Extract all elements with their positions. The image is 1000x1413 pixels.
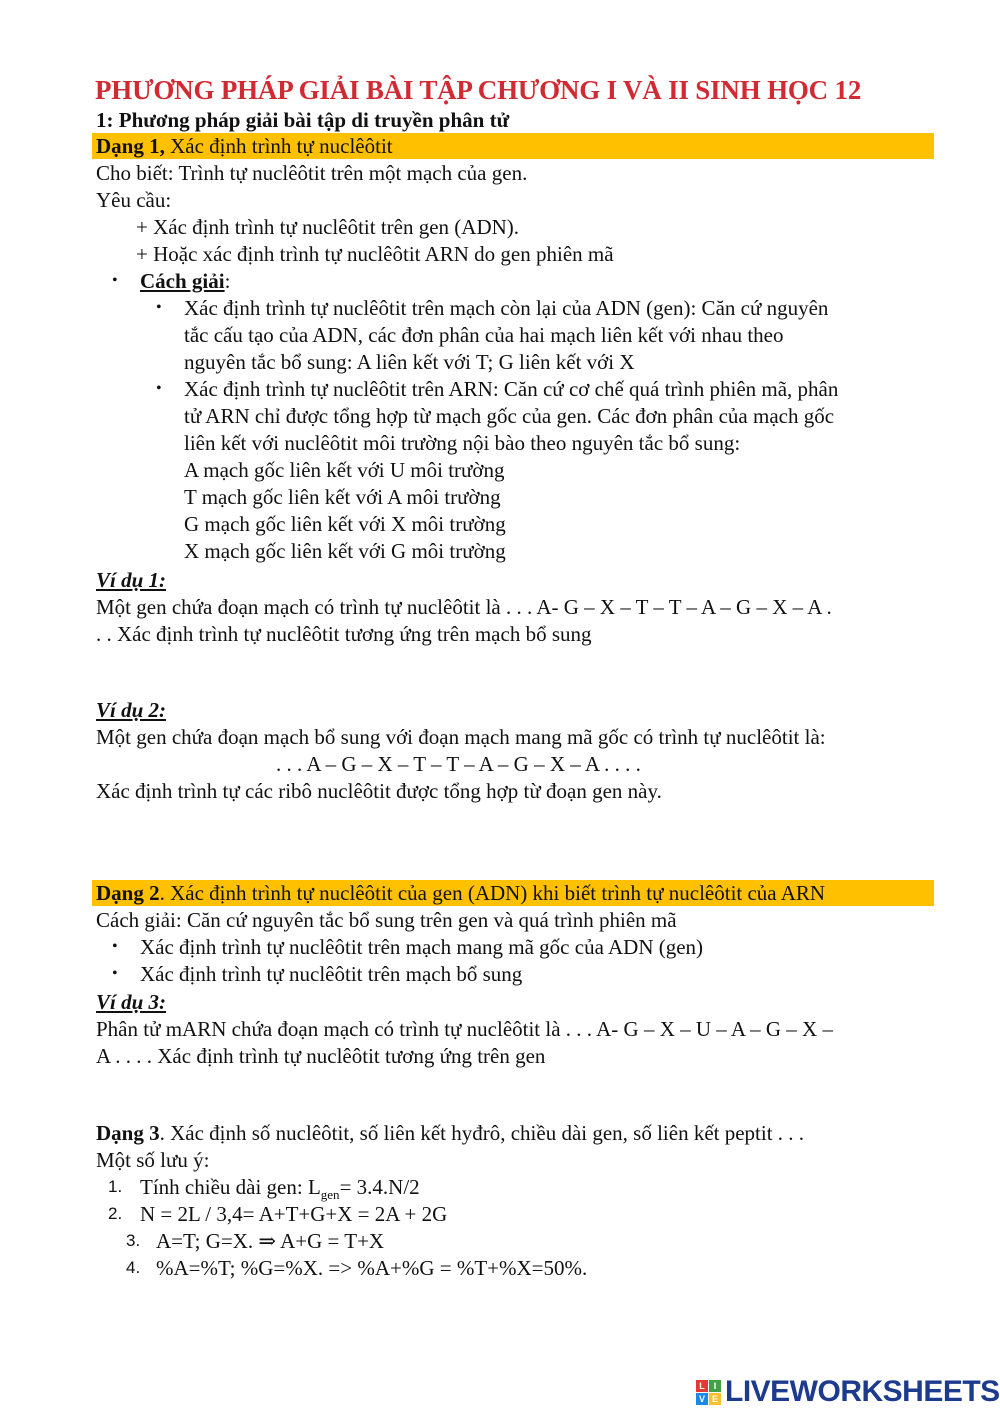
dang2-step-2: Xác định trình tự nuclêôtit trên mạch bổ sung [140,962,523,986]
logo-text: LIVEWORKSHEETS [725,1375,1000,1408]
dang1-method-colon: : [224,269,231,293]
dang1-requirement-2: + Hoặc xác định trình tự nuclêôtit ARN do gen phiên mã [136,242,614,266]
dang1-text: Xác định trình tự nuclêôtit [164,134,393,158]
example-3-line: Phân tử mARN chứa đoạn mạch có trình tự nuclêôtit là . . . A- G – X – U – A – G – X – [96,1017,833,1041]
pairing-rule: A mạch gốc liên kết với U môi trường [184,458,505,482]
section-heading: 1: Phương pháp giải bài tập di truyền phân tử [96,108,510,132]
dang1-method-heading [140,268,230,294]
dang1-requirement: Yêu cầu: [96,188,172,212]
dang3-heading [96,1120,804,1146]
example-3-line: A . . . . Xác định trình tự nuclêôtit tương ứng trên gen [96,1044,546,1068]
dang1-method-2-line: liên kết với nuclêôtit môi trường nội bào theo nguyên tắc bổ sung: [184,431,741,455]
dang2-label: Dạng 2 [96,881,160,905]
example-2-sequence: . . . A – G – X – T – T – A – G – X – A . . . . [276,752,641,776]
dang1-given: Cho biết: Trình tự nuclêôtit trên một mạch của gen. [96,161,528,185]
pairing-rule: G mạch gốc liên kết với X môi trường [184,512,506,536]
example-3-label: Ví dụ 3: [96,990,167,1014]
list-number: 3. [126,1231,141,1250]
liveworksheets-logo[interactable] [696,1375,1000,1409]
bullet-icon: • [156,380,162,397]
dang1-requirement-1: + Xác định trình tự nuclêôtit trên gen (ADN). [136,215,520,239]
logo-mark-letter: E [709,1393,721,1405]
formula-text: = 3.4.N/2 [339,1175,420,1199]
logo-mark-letter: V [696,1393,708,1405]
list-number: 4. [126,1258,141,1277]
dang2-heading [92,880,934,906]
dang1-method-1-line: tắc cấu tạo của ADN, các đơn phân của hai mạch liên kết với nhau theo [184,323,784,347]
example-1-line: Một gen chứa đoạn mạch có trình tự nuclêôtit là . . . A- G – X – T – T – A – G – X – A . [96,595,832,619]
dang1-method-2-line: tử ARN chỉ được tổng hợp từ mạch gốc của gen. Các đơn phân của mạch gốc [184,404,835,428]
formula-pairing: A=T; G=X. ⇒ A+G = T+X [156,1229,385,1253]
dang1-method-1-line: Xác định trình tự nuclêôtit trên mạch còn lại của ADN (gen): Căn cứ nguyên [184,296,829,320]
formula-nucleotide-count: N = 2L / 3,4= A+T+G+X = 2A + 2G [140,1202,448,1226]
formula-subscript: gen [320,1187,340,1203]
formula-text: Tính chiều dài gen: L [140,1175,321,1199]
formula-percent: %A=%T; %G=%X. => %A+%G = %T+%X=50%. [156,1256,588,1280]
list-number: 2. [108,1204,123,1223]
dang2-method: Cách giải: Căn cứ nguyên tắc bổ sung trên gen và quá trình phiên mã [96,908,677,932]
dang2-step-1: Xác định trình tự nuclêôtit trên mạch mang mã gốc của ADN (gen) [140,935,704,959]
example-1-label: Ví dụ 1: [96,568,167,592]
logo-mark-icon [696,1380,721,1405]
bullet-icon: • [112,965,118,982]
dang1-method-label: Cách giải [140,269,225,293]
example-2-label: Ví dụ 2: [96,698,167,722]
pairing-rule: X mạch gốc liên kết với G môi trường [184,539,506,563]
dang1-method-2-line: Xác định trình tự nuclêôtit trên ARN: Căn cứ cơ chế quá trình phiên mã, phân [184,377,839,401]
bullet-icon: • [112,272,118,289]
example-2-line: Xác định trình tự các ribô nuclêôtit được tổng hợp từ đoạn gen này. [96,779,662,803]
dang2-text: . Xác định trình tự nuclêôtit của gen (ADN) khi biết trình tự nuclêôtit của ARN [159,881,826,905]
example-1-line: . . Xác định trình tự nuclêôtit tương ứng trên mạch bổ sung [96,622,592,646]
page-title: PHƯƠNG PHÁP GIẢI BÀI TẬP CHƯƠNG I VÀ II SINH HỌC 12 [95,75,862,105]
bullet-icon: • [112,938,118,955]
logo-mark-letter: L [696,1380,708,1392]
dang1-method-1-line: nguyên tắc bổ sung: A liên kết với T; G liên kết với X [184,350,635,374]
dang3-label: Dạng 3 [96,1121,160,1145]
list-number: 1. [108,1177,123,1196]
example-2-line: Một gen chứa đoạn mạch bổ sung với đoạn mạch mang mã gốc có trình tự nuclêôtit là: [96,725,826,749]
dang3-notes: Một số lưu ý: [96,1148,210,1172]
dang1-heading [92,133,934,159]
logo-mark-letter: I [709,1380,721,1392]
dang3-text: . Xác định số nuclêôtit, số liên kết hyđrô, chiều dài gen, số liên kết peptit . . . [159,1121,805,1145]
pairing-rule: T mạch gốc liên kết với A môi trường [184,485,501,509]
bullet-icon: • [156,299,162,316]
dang1-label: Dạng 1, [96,134,165,158]
